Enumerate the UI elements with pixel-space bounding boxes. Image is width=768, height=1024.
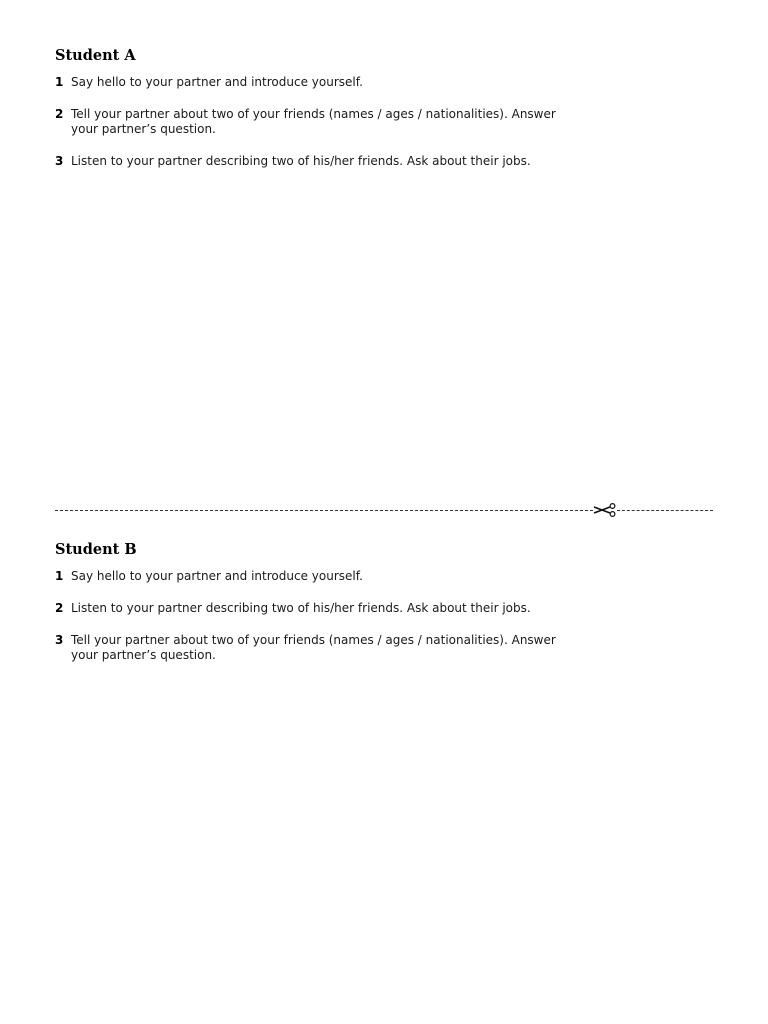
task-number: 3: [55, 154, 64, 168]
task-item: [55, 154, 575, 169]
task-number: 2: [55, 107, 64, 121]
task-text: Tell your partner about two of your friends (names / ages / nationalities). Answer your partner’s question.: [71, 107, 556, 136]
cut-line-dash-left: [55, 510, 593, 511]
student-a-section: [55, 47, 575, 186]
task-number: 2: [55, 601, 64, 615]
scissors-icon: [593, 502, 617, 518]
cut-line: [55, 502, 713, 518]
task-text: Tell your partner about two of your friends (names / ages / nationalities). Answer your partner’s question.: [71, 633, 556, 662]
student-b-task-list: [55, 569, 575, 663]
task-number: 1: [55, 569, 64, 583]
task-item: [55, 75, 575, 90]
task-item: [55, 633, 575, 663]
student-b-section: [55, 541, 575, 680]
task-item: [55, 107, 575, 137]
task-text: Say hello to your partner and introduce yourself.: [71, 75, 363, 89]
task-text: Say hello to your partner and introduce yourself.: [71, 569, 363, 583]
task-text: Listen to your partner describing two of his/her friends. Ask about their jobs.: [71, 154, 531, 168]
student-b-heading: Student B: [55, 541, 137, 558]
student-a-task-list: [55, 75, 575, 169]
task-number: 3: [55, 633, 64, 647]
task-text: Listen to your partner describing two of his/her friends. Ask about their jobs.: [71, 601, 531, 615]
task-item: [55, 601, 575, 616]
task-number: 1: [55, 75, 64, 89]
task-item: [55, 569, 575, 584]
student-a-heading: Student A: [55, 47, 136, 64]
cut-line-dash-right: [617, 510, 713, 511]
